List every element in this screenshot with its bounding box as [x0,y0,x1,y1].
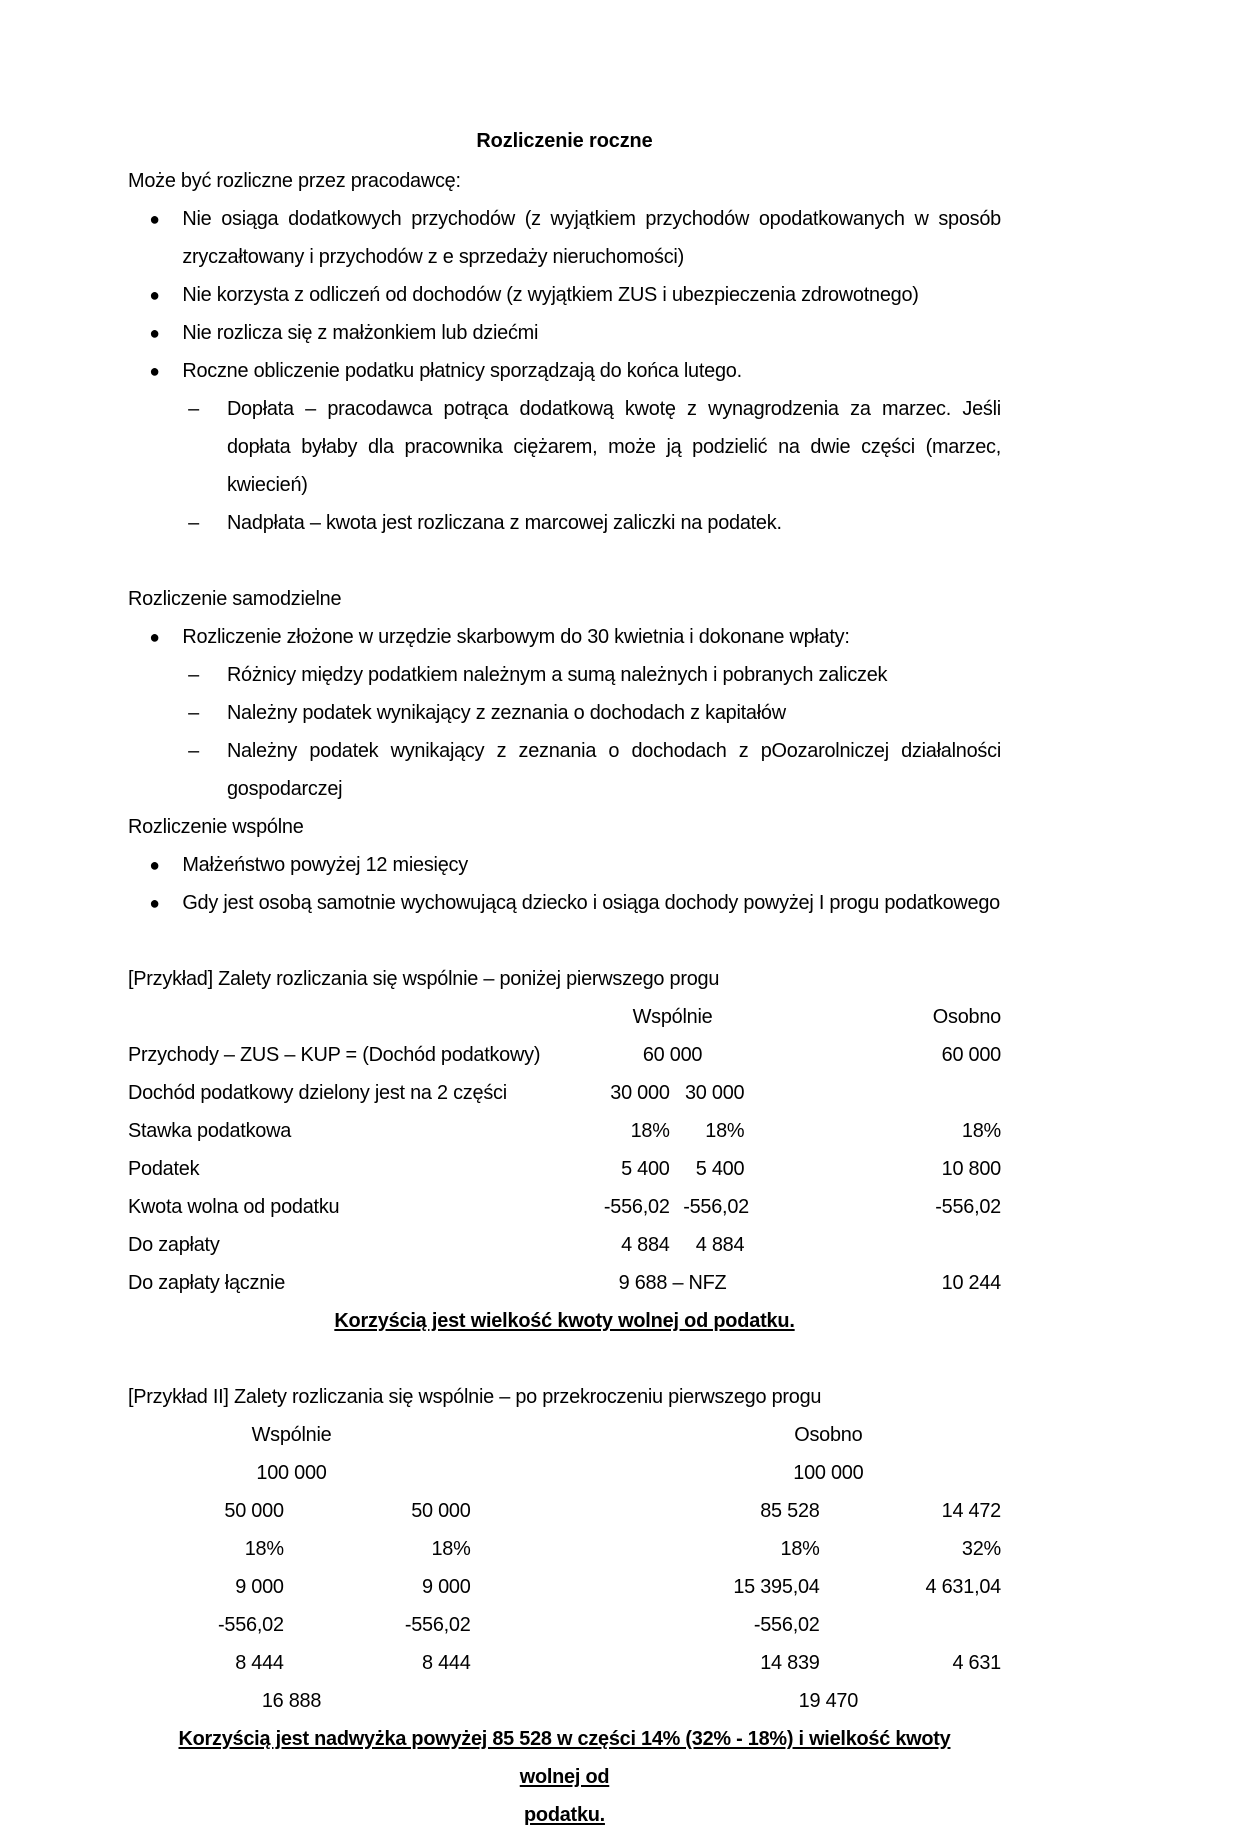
row-value-spouse-a: 8 444 [235,1651,284,1674]
document-content [128,122,1001,1834]
example1-table [128,998,1001,1302]
table-row [128,1530,1001,1568]
heading-self-settlement: Rozliczenie samodzielne [128,587,342,610]
bullet-dot-icon: ● [149,893,160,913]
heading-joint-settlement: Rozliczenie wspólne [128,815,304,838]
example2-conclusion-wrapper [177,1720,953,1834]
table-row [128,1226,1001,1264]
sum-separate: 19 470 [798,1689,859,1712]
row-value-spouse-b: 5 400 [695,1157,745,1180]
table-cell-gap [766,1264,865,1302]
table-cell-gap [471,1454,674,1492]
list-item-label: Nadpłata – kwota jest rozliczana z marcowej zaliczki na podatek. [226,511,782,534]
list-item-label: Należny podatek wynikający z zeznania o dochodach z pOozarolniczej działalności gospodarczej [226,739,1001,800]
list-item [128,656,1001,694]
row-value-separate-d: 32% [961,1537,1001,1560]
list-item [128,352,1001,390]
table-header-row [128,1416,1001,1454]
row-value-spouse-a: -556,02 [603,1195,670,1218]
bullet-dot-icon: ● [149,209,160,229]
table-row [128,1492,1001,1530]
list-item [128,314,1001,352]
section-spacer [128,922,1001,960]
bullet-dash-icon: – [188,663,199,686]
joint-bullet-list [128,846,1001,922]
example1-conclusion: Korzyścią jest wielkość kwoty wolnej od podatku. [334,1309,795,1332]
row-value-spouse-b: 4 884 [695,1233,745,1256]
example2-conclusion-text2: podatku. [524,1803,605,1826]
table-cell-gap [471,1644,674,1682]
section-spacer [128,1340,1001,1378]
bullet-dash-icon: – [188,701,199,724]
row-label: Dochód podatkowy dzielony jest na 2 części [128,1081,507,1104]
table-cell-gap [471,1682,674,1720]
table-cell-gap [471,1606,674,1644]
row-value-spouse-b: -556,02 [683,1195,749,1218]
row-value-spouse-b: 18% [431,1537,471,1560]
row-value-separate-c: 85 528 [760,1499,820,1522]
list-item [128,618,1001,656]
row-value-separate [865,1226,1001,1264]
table-cell-gap [766,1112,865,1150]
table-row [128,1606,1001,1644]
list-item-label: Nie osiąga dodatkowych przychodów (z wyjątkiem przychodów opodatkowanych w sposób zryczałtowany i przychodów z e sprzedaży nieruchomości) [182,207,1001,268]
list-item-label: Gdy jest osobą samotnie wychowującą dziecko i osiąga dochody powyżej I progu podatkowego [182,891,1000,914]
table-cell-gap [766,1150,865,1188]
table-row [128,1454,1001,1492]
row-label: Do zapłaty łącznie [128,1271,286,1294]
row-value-separate-d: 14 472 [941,1499,1001,1522]
row-value-separate: 60 000 [941,1043,1001,1066]
row-value-spouse-b: 18% [705,1119,745,1142]
row-value-separate: 10 244 [941,1271,1001,1294]
bullet-dash-icon: – [188,739,199,762]
row-value-spouse-a: 4 884 [621,1233,670,1256]
row-label: Do zapłaty [128,1233,220,1256]
row-value-spouse-b: -556,02 [404,1613,471,1636]
self-sub-list [128,656,1001,808]
table-cell-gap [766,1188,865,1226]
table-cell-gap [471,1416,674,1454]
row-value-separate-c: 14 839 [760,1651,820,1674]
row-value-spouse-a: 5 400 [621,1157,670,1180]
table-row [128,1074,1001,1112]
row-value-separate-d: 4 631 [952,1651,1001,1674]
row-value-separate-c: 18% [780,1537,820,1560]
bullet-dash-icon: – [188,511,199,534]
row-value-spouse-b: 8 444 [422,1651,471,1674]
list-item [128,846,1001,884]
example2-conclusion-line2 [177,1796,953,1834]
row-value-separate: -556,02 [935,1195,1001,1218]
bullet-dot-icon: ● [149,323,160,343]
table-row [128,1188,1001,1226]
table-cell-gap [766,1074,865,1112]
total-joint: 100 000 [256,1461,327,1484]
column-header-joint: Wspólnie [632,1005,713,1028]
total-separate: 100 000 [793,1461,864,1484]
row-value-separate: 18% [961,1119,1001,1142]
table-cell-gap [471,1492,674,1530]
example1-caption: [Przykład] Zalety rozliczania się wspólnie – poniżej pierwszego progu [128,967,720,990]
row-value-spouse-a: 18% [630,1119,670,1142]
table-row [128,1150,1001,1188]
list-item [128,732,1001,808]
column-header-joint: Wspólnie [251,1423,332,1446]
table-row [128,1568,1001,1606]
page-title: Rozliczenie roczne [476,129,653,152]
example2-table [128,1416,1001,1720]
list-item [128,276,1001,314]
bullet-dash-icon: – [188,397,199,420]
list-item-label: Należny podatek wynikający z zeznania o dochodach z kapitałów [226,701,786,724]
list-item-label: Małżeństwo powyżej 12 miesięcy [182,853,468,876]
bullet-dot-icon: ● [149,855,160,875]
table-cell-gap [766,1036,865,1074]
table-row [128,1112,1001,1150]
list-item-label: Nie korzysta z odliczeń od dochodów (z wyjątkiem ZUS i ubezpieczenia zdrowotnego) [182,283,919,306]
row-value-spouse-b: 9 000 [422,1575,471,1598]
row-value-separate-d: 4 631,04 [925,1575,1001,1598]
row-label: Kwota wolna od podatku [128,1195,340,1218]
row-value-joint-merged: 60 000 [642,1043,703,1066]
list-item-label: Nie rozlicza się z małżonkiem lub dziećmi [182,321,539,344]
row-value-spouse-a: 18% [244,1537,284,1560]
self-bullet-list [128,618,1001,656]
list-item-label: Dopłata – pracodawca potrąca dodatkową kwotę z wynagrodzenia za marzec. Jeśli dopłata byłaby dla pracownika ciężarem, może ją podzielić na dwie części (marzec, kwiecień) [226,397,1001,496]
row-value-spouse-b: 50 000 [411,1499,471,1522]
table-header-row [128,998,1001,1036]
list-item-label: Roczne obliczenie podatku płatnicy sporządzają do końca lutego. [182,359,742,382]
list-item [128,884,1001,922]
list-item [128,200,1001,276]
table-cell-empty [128,998,601,1036]
column-header-separate: Osobno [794,1423,863,1446]
row-value-separate-d [837,1606,1001,1644]
intro-paragraph: Może być rozliczne przez pracodawcę: [128,169,461,192]
row-label: Stawka podatkowa [128,1119,292,1142]
row-value-spouse-a: 50 000 [224,1499,284,1522]
table-cell-gap [471,1530,674,1568]
bullet-dot-icon: ● [149,361,160,381]
row-value-spouse-a: -556,02 [218,1613,284,1636]
column-header-separate: Osobno [932,1005,1001,1028]
employer-bullet-list [128,200,1001,390]
list-item [128,694,1001,732]
row-value-separate [865,1074,1001,1112]
sum-joint: 16 888 [261,1689,322,1712]
row-value-separate: 10 800 [941,1157,1001,1180]
example2-conclusion-text1: Korzyścią jest nadwyżka powyżej 85 528 w części 14% (32% - 18%) i wielkość kwoty wolnej od [178,1727,951,1788]
table-cell-gap [471,1568,674,1606]
row-value-separate-c: -556,02 [753,1613,820,1636]
row-label: Przychody – ZUS – KUP = (Dochód podatkowy) [128,1043,541,1066]
row-value-spouse-a: 30 000 [610,1081,670,1104]
employer-sub-list [128,390,1001,542]
section-spacer [128,542,1001,580]
list-item-label: Rozliczenie złożone w urzędzie skarbowym do 30 kwietnia i dokonane wpłaty: [182,625,850,648]
table-row [128,1036,1001,1074]
list-item [128,504,1001,542]
table-cell-gap [766,1226,865,1264]
table-row [128,1644,1001,1682]
row-value-spouse-b: 30 000 [684,1081,745,1104]
row-value-separate-c: 15 395,04 [733,1575,820,1598]
table-row [128,1264,1001,1302]
row-label: Podatek [128,1157,200,1180]
example2-caption: [Przykład II] Zalety rozliczania się wspólnie – po przekroczeniu pierwszego progu [128,1385,822,1408]
example2-conclusion-line1 [177,1720,953,1796]
table-cell-gap [766,998,865,1036]
row-value-spouse-a: 9 000 [235,1575,284,1598]
bullet-dot-icon: ● [149,627,160,647]
list-item-label: Różnicy między podatkiem należnym a sumą należnych i pobranych zaliczek [226,663,888,686]
row-value-joint-merged: 9 688 – NFZ [618,1271,727,1294]
table-row [128,1682,1001,1720]
bullet-dot-icon: ● [149,285,160,305]
list-item [128,390,1001,504]
example1-conclusion-wrapper [128,1302,1001,1340]
